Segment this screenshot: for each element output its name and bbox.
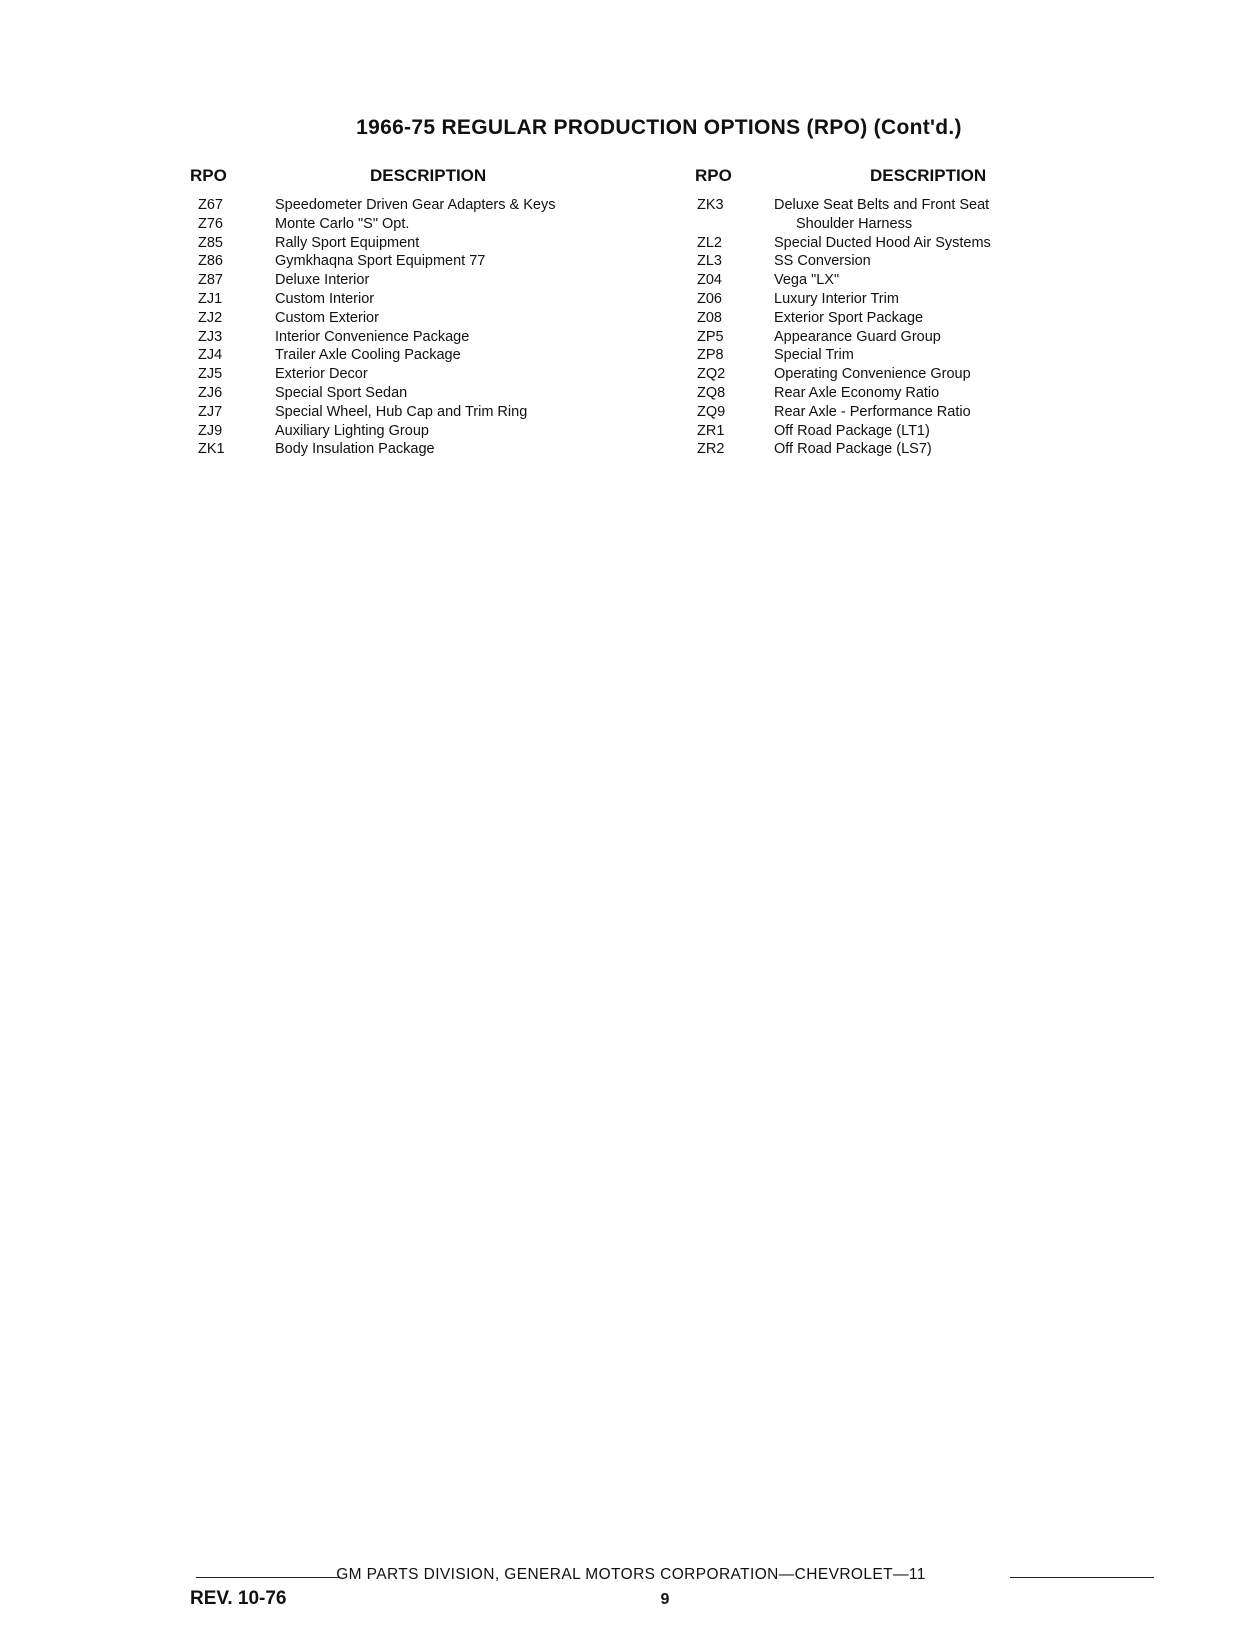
option-row	[690, 365, 1050, 384]
option-description-text: Appearance Guard Group	[774, 328, 941, 345]
option-description-text: Off Road Package (LT1)	[774, 422, 930, 439]
rpo-header: RPO	[695, 166, 732, 185]
option-description	[774, 346, 1050, 365]
option-row	[690, 346, 1050, 365]
option-description	[275, 384, 660, 403]
option-description-text: Special Wheel, Hub Cap and Trim Ring	[275, 403, 528, 420]
option-description-text: Gymkhaqna Sport Equipment 77	[275, 253, 486, 270]
option-description	[774, 440, 1050, 459]
rpo-code: Z87	[198, 272, 223, 289]
option-row	[690, 252, 1050, 271]
option-row	[190, 346, 660, 365]
rpo-code: ZP5	[697, 328, 724, 345]
option-row	[690, 422, 1050, 441]
option-description-text: Custom Interior	[275, 290, 375, 307]
rpo-header: RPO	[190, 166, 227, 185]
option-description-text: Exterior Sport Package	[774, 309, 924, 326]
option-description	[774, 309, 1050, 328]
option-row	[690, 196, 1050, 234]
option-description	[275, 271, 660, 290]
options-column-left	[190, 166, 660, 459]
option-row	[190, 384, 660, 403]
option-description-text: Monte Carlo "S" Opt.	[275, 215, 410, 232]
option-description-text: Custom Exterior	[275, 309, 379, 326]
rpo-code: ZQ9	[697, 403, 726, 420]
option-row	[190, 196, 660, 215]
option-description	[275, 403, 660, 422]
rpo-code: ZR2	[697, 441, 725, 458]
option-description	[774, 271, 1050, 290]
options-list-left	[190, 196, 660, 459]
description-header: DESCRIPTION	[870, 166, 987, 185]
rpo-code: Z67	[198, 197, 223, 213]
option-row	[690, 403, 1050, 422]
option-description	[275, 328, 660, 347]
option-description	[275, 290, 660, 309]
rpo-code: ZJ6	[198, 384, 223, 401]
option-description-text: Vega "LX"	[774, 272, 840, 289]
options-column-right	[690, 166, 1050, 459]
rpo-code: Z76	[198, 215, 223, 232]
option-row	[690, 328, 1050, 347]
page-title: 1966-75 REGULAR PRODUCTION OPTIONS (RPO) (Cont'd.)	[356, 116, 962, 139]
option-description-text: Operating Convenience Group	[774, 366, 971, 383]
options-list-right	[690, 196, 1050, 459]
option-row	[190, 215, 660, 234]
option-description	[774, 403, 1050, 422]
option-row	[690, 271, 1050, 290]
rpo-code: ZR1	[697, 422, 725, 439]
option-description	[774, 290, 1050, 309]
column-header	[690, 166, 1050, 192]
option-description	[275, 196, 660, 215]
option-description-text: Exterior Decor	[275, 366, 368, 383]
option-description-text: Rear Axle Economy Ratio	[774, 384, 940, 401]
option-description-continued: Shoulder Harness	[796, 215, 913, 232]
rpo-code: ZL3	[697, 253, 722, 270]
description-header: DESCRIPTION	[370, 166, 487, 185]
option-row	[690, 290, 1050, 309]
rpo-code: Z06	[697, 290, 722, 307]
rpo-code: Z04	[697, 272, 722, 289]
option-description-text: Deluxe Interior	[275, 272, 370, 289]
option-description	[275, 346, 660, 365]
option-description	[275, 422, 660, 441]
option-description-text: Special Ducted Hood Air Systems	[774, 234, 991, 251]
option-row	[190, 440, 660, 459]
column-header	[190, 166, 660, 192]
revision-label: REV. 10-76	[190, 1588, 287, 1609]
rpo-code: ZJ5	[198, 366, 223, 383]
option-description-text: Special Sport Sedan	[275, 384, 408, 401]
option-description-text: Interior Convenience Package	[275, 328, 470, 345]
option-description-text: SS Conversion	[774, 253, 871, 270]
option-description	[774, 422, 1050, 441]
rpo-code: Z86	[198, 253, 223, 270]
option-description-text: Speedometer Driven Gear Adapters & Keys	[275, 197, 556, 213]
option-row	[690, 234, 1050, 253]
option-row	[190, 422, 660, 441]
option-description	[774, 234, 1050, 253]
rpo-code: ZJ3	[198, 328, 223, 345]
option-description	[774, 196, 1050, 234]
option-row	[190, 290, 660, 309]
rpo-code: Z08	[697, 309, 722, 326]
footer-text: GM PARTS DIVISION, GENERAL MOTORS CORPORATION—CHEVROLET—11	[336, 1566, 926, 1583]
option-description-text: Rally Sport Equipment	[275, 234, 420, 251]
option-description	[275, 252, 660, 271]
option-row	[690, 309, 1050, 328]
option-row	[190, 328, 660, 347]
rpo-code: ZL2	[697, 234, 722, 251]
option-description	[275, 234, 660, 253]
option-row	[190, 271, 660, 290]
option-description-text: Deluxe Seat Belts and Front Seat	[774, 197, 990, 213]
option-description-text: Auxiliary Lighting Group	[275, 422, 429, 439]
rpo-code: ZK3	[697, 197, 724, 213]
option-description	[774, 384, 1050, 403]
option-description	[275, 215, 660, 234]
option-row	[190, 365, 660, 384]
option-description-text: Off Road Package (LS7)	[774, 441, 932, 458]
option-description	[774, 252, 1050, 271]
option-description	[774, 365, 1050, 384]
page-number: 9	[660, 1591, 670, 1608]
option-description	[774, 328, 1050, 347]
option-row	[690, 384, 1050, 403]
option-description-text: Trailer Axle Cooling Package	[275, 347, 461, 364]
rpo-code: ZP8	[697, 347, 724, 364]
rpo-code: Z85	[198, 234, 223, 251]
rpo-code: ZJ2	[198, 309, 223, 326]
option-description	[275, 440, 660, 459]
option-row	[190, 252, 660, 271]
option-description-text: Special Trim	[774, 347, 854, 364]
rpo-code: ZJ4	[198, 347, 223, 364]
option-row	[690, 440, 1050, 459]
option-description-text: Luxury Interior Trim	[774, 290, 899, 307]
option-description-text: Rear Axle - Performance Ratio	[774, 403, 971, 420]
rpo-code: ZQ8	[697, 384, 726, 401]
option-description-text: Body Insulation Package	[275, 441, 435, 458]
option-row	[190, 234, 660, 253]
option-description	[275, 365, 660, 384]
rpo-code: ZK1	[198, 441, 225, 458]
option-row	[190, 309, 660, 328]
option-description	[275, 309, 660, 328]
rpo-code: ZQ2	[697, 366, 726, 383]
rpo-code: ZJ7	[198, 403, 223, 420]
footer-rule-right	[1010, 1577, 1154, 1578]
option-row	[190, 403, 660, 422]
rpo-code: ZJ9	[198, 422, 223, 439]
rpo-code: ZJ1	[198, 290, 223, 307]
